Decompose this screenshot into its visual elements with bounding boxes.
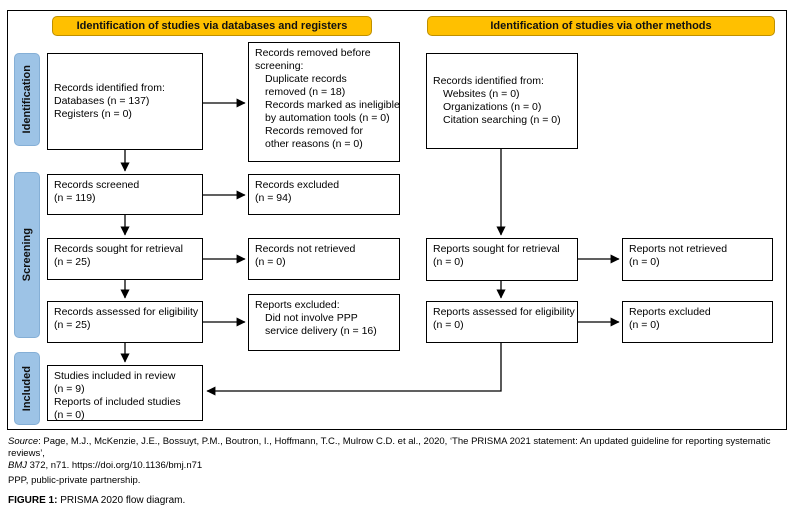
box-line: Duplicate records	[265, 73, 347, 85]
box-line: Reports assessed for eligibility	[433, 306, 575, 318]
box-line: Records not retrieved	[255, 243, 356, 255]
box-records-sought-retrieval	[47, 238, 203, 280]
box-line: Records marked as ineligible	[265, 99, 400, 111]
figure-caption-text: PRISMA 2020 flow diagram.	[57, 495, 186, 506]
box-line: Records removed before	[255, 47, 371, 59]
figure-footer	[8, 436, 786, 507]
box-reports-sought-retrieval	[426, 238, 578, 281]
box-line: (n = 25)	[54, 256, 91, 268]
source-line-2	[8, 460, 786, 472]
box-line: (n = 0)	[433, 319, 464, 331]
box-line: Records identified from:	[54, 82, 165, 94]
box-line: (n = 25)	[54, 319, 91, 331]
box-line: Reports sought for retrieval	[433, 243, 560, 255]
box-line: (n = 0)	[629, 256, 660, 268]
box-line: Reports excluded:	[255, 299, 340, 311]
stage-screening	[14, 172, 40, 338]
header-databases-registers: Identification of studies via databases and registers	[52, 16, 372, 36]
box-records-removed-before-screening	[248, 42, 400, 162]
box-records-screened	[47, 174, 203, 215]
box-reports-assessed-eligibility	[426, 301, 578, 343]
box-reports-excluded-ppp	[248, 294, 400, 351]
box-line: Websites (n = 0)	[443, 88, 520, 100]
journal-rest: 372, n71. https://doi.org/10.1136/bmj.n71	[27, 460, 203, 471]
box-line: Databases (n = 137)	[54, 95, 150, 107]
box-records-excluded	[248, 174, 400, 215]
abbreviation-note: PPP, public-private partnership.	[8, 475, 141, 486]
stage-screening-label: Screening	[21, 228, 33, 282]
box-line: Records screened	[54, 179, 140, 191]
box-line: Reports excluded	[629, 306, 711, 318]
box-studies-included-review	[47, 365, 203, 421]
header-other-methods: Identification of studies via other methods	[427, 16, 775, 36]
box-records-identified-databases	[47, 53, 203, 150]
box-line: Did not involve PPP	[265, 312, 358, 324]
figure-label: FIGURE 1:	[8, 495, 58, 506]
box-line: Records identified from:	[433, 75, 544, 87]
box-line: other reasons (n = 0)	[265, 138, 363, 150]
box-line: service delivery (n = 16)	[265, 325, 377, 337]
box-line: (n = 0)	[433, 256, 464, 268]
stage-identification-label: Identification	[21, 65, 33, 134]
box-line: by automation tools (n = 0)	[265, 112, 390, 124]
box-line: Studies included in review	[54, 370, 176, 382]
box-records-not-retrieved	[248, 238, 400, 280]
box-line: Reports not retrieved	[629, 243, 728, 255]
stage-included	[14, 352, 40, 425]
figure-caption	[8, 495, 786, 507]
box-line: screening:	[255, 60, 304, 72]
box-line: Records sought for retrieval	[54, 243, 183, 255]
box-line: Records assessed for eligibility	[54, 306, 199, 318]
box-line: (n = 94)	[255, 192, 292, 204]
box-line: (n = 0)	[629, 319, 660, 331]
box-line: (n = 0)	[54, 409, 85, 421]
source-text: : Page, M.J., McKenzie, J.E., Bossuyt, P.M., Boutron, I., Hoffmann, T.C., Mulrow C.D. et al., 2020, ‘The PRISMA 2021 statement: An updated guideline for reporting systematic reviews’,	[8, 436, 771, 459]
box-records-identified-other	[426, 53, 578, 149]
box-line: (n = 119)	[54, 192, 96, 204]
box-line: Citation searching (n = 0)	[443, 114, 561, 126]
box-line: removed (n = 18)	[265, 86, 346, 98]
journal-name: BMJ	[8, 460, 27, 471]
box-reports-excluded	[622, 301, 773, 343]
box-line: Records removed for	[265, 125, 364, 137]
stage-identification	[14, 53, 40, 146]
source-line-1	[8, 436, 786, 460]
box-reports-not-retrieved	[622, 238, 773, 281]
source-label: Source	[8, 436, 39, 447]
box-line: Organizations (n = 0)	[443, 101, 542, 113]
box-line: (n = 9)	[54, 383, 85, 395]
stage-included-label: Included	[21, 365, 33, 412]
box-line: Registers (n = 0)	[54, 108, 132, 120]
box-records-assessed-eligibility	[47, 301, 203, 343]
box-line: Records excluded	[255, 179, 340, 191]
box-line: Reports of included studies	[54, 396, 181, 408]
box-line: (n = 0)	[255, 256, 286, 268]
